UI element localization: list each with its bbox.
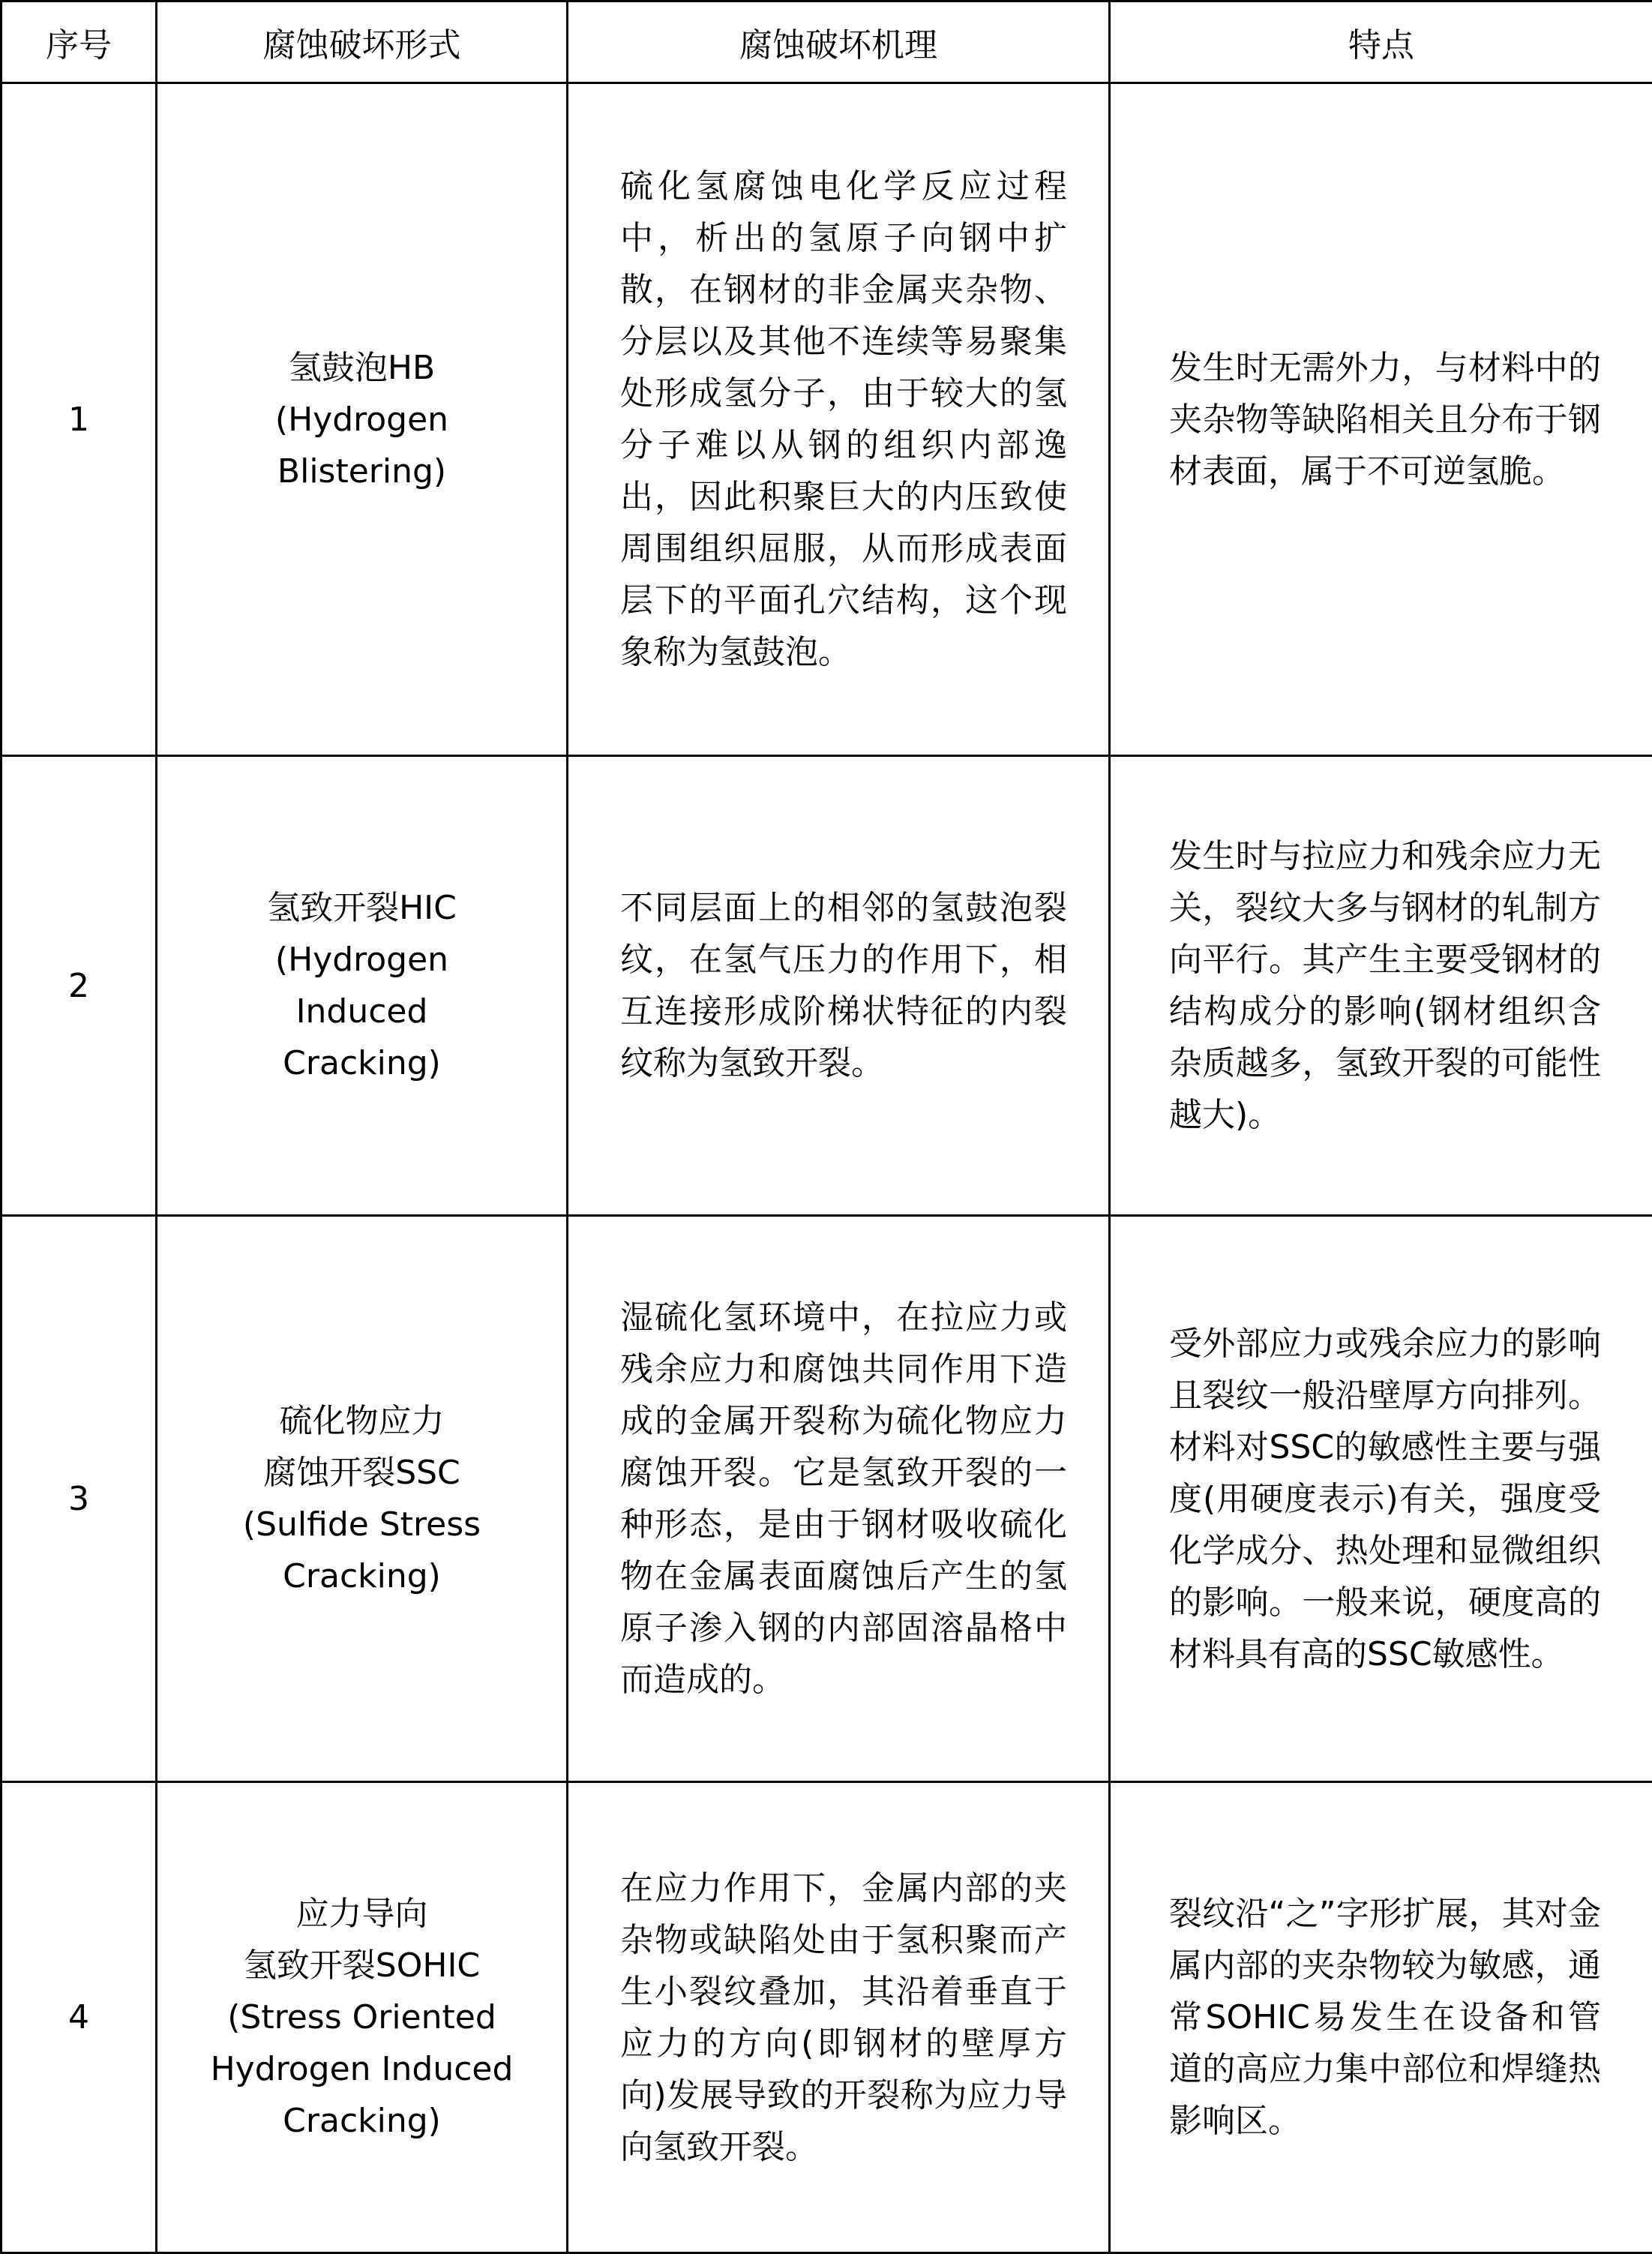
header-no: 序号: [1, 2, 157, 83]
form-line: 氢致开裂HIC: [267, 889, 457, 927]
header-features: 特点: [1110, 2, 1652, 83]
corrosion-features: [1110, 1782, 1652, 2253]
corrosion-form: [157, 756, 568, 1216]
features-text: 发生时无需外力，与材料中的夹杂物等缺陷相关且分布于钢材表面，属于不可逆氢脆。: [1169, 348, 1601, 491]
form-line: Induced: [295, 992, 428, 1031]
corrosion-mechanism: [568, 83, 1110, 756]
form-line: Cracking): [283, 1557, 441, 1595]
features-text: 受外部应力或残余应力的影响且裂纹一般沿壁厚方向排列。材料对SSC的敏感性主要与强度(用硬度表示)有关，强度受化学成分、热处理和显微组织的影响。一般来说，硬度高的材料具有高的SSC敏感性。: [1169, 1324, 1601, 1673]
mechanism-text: 湿硫化氢环境中，在拉应力或残余应力和腐蚀共同作用下造成的金属开裂称为硫化物应力腐蚀开裂。它是氢致开裂的一种形态，是由于钢材吸收硫化物在金属表面腐蚀后产生的氢原子渗入钢的内部固溶晶格中而造成的。: [620, 1298, 1067, 1699]
form-line: 硫化物应力: [279, 1402, 445, 1440]
corrosion-features: [1110, 83, 1652, 756]
form-line: 腐蚀开裂SSC: [263, 1454, 460, 1492]
features-text: 裂纹沿“之”字形扩展，其对金属内部的夹杂物较为敏感，通常SOHIC易发生在设备和管道的高应力集中部位和焊缝热影响区。: [1169, 1895, 1601, 2140]
form-line: 氢鼓泡HB: [288, 348, 436, 387]
form-line: 氢致开裂SOHIC: [243, 1946, 481, 1985]
row-number: 4: [1, 1782, 157, 2253]
mechanism-text: 在应力作用下，金属内部的夹杂物或缺陷处由于氢积聚而产生小裂纹叠加，其沿着垂直于应力的方向(即钢材的壁厚方向)发展导致的开裂称为应力导向氢致开裂。: [620, 1868, 1067, 2166]
header-row: [1, 2, 1652, 83]
form-line: Cracking): [283, 2102, 441, 2140]
mechanism-text: 硫化氢腐蚀电化学反应过程中，析出的氢原子向钢中扩散，在钢材的非金属夹杂物、分层以及其他不连续等易聚集处形成氢分子，由于较大的氢分子难以从钢的组织内部逸出，因此积聚巨大的内压致使周围组织屈服，从而形成表面层下的平面孔穴结构，这个现象称为氢鼓泡。: [620, 167, 1067, 671]
form-line: (Sulfide Stress: [242, 1505, 481, 1544]
form-line: Cracking): [283, 1044, 441, 1082]
table-row: [1, 756, 1652, 1216]
form-line: 应力导向: [295, 1895, 428, 1933]
corrosion-mechanism: [568, 756, 1110, 1216]
table-row: [1, 1216, 1652, 1782]
form-line: Hydrogen Induced: [210, 2050, 514, 2088]
corrosion-form: [157, 83, 568, 756]
header-form: 腐蚀破坏形式: [157, 2, 568, 83]
form-line: (Hydrogen: [274, 941, 449, 979]
corrosion-mechanism: [568, 1782, 1110, 2253]
form-line: Blistering): [277, 452, 447, 491]
form-line: (Hydrogen: [274, 400, 449, 439]
corrosion-form: [157, 1782, 568, 2253]
row-number: 3: [1, 1216, 157, 1782]
corrosion-features: [1110, 1216, 1652, 1782]
row-number: 1: [1, 83, 157, 756]
table-row: [1, 83, 1652, 756]
corrosion-form: [157, 1216, 568, 1782]
form-line: (Stress Oriented: [227, 1998, 496, 2036]
row-number: 2: [1, 756, 157, 1216]
header-mechanism: 腐蚀破坏机理: [568, 2, 1110, 83]
mechanism-text: 不同层面上的相邻的氢鼓泡裂纹，在氢气压力的作用下，相互连接形成阶梯状特征的内裂纹称为氢致开裂。: [620, 889, 1067, 1082]
corrosion-mechanism: [568, 1216, 1110, 1782]
corrosion-features: [1110, 756, 1652, 1216]
features-text: 发生时与拉应力和残余应力无关，裂纹大多与钢材的轧制方向平行。其产生主要受钢材的结构成分的影响(钢材组织含杂质越多，氢致开裂的可能性越大)。: [1169, 837, 1601, 1134]
table-row: [1, 1782, 1652, 2253]
